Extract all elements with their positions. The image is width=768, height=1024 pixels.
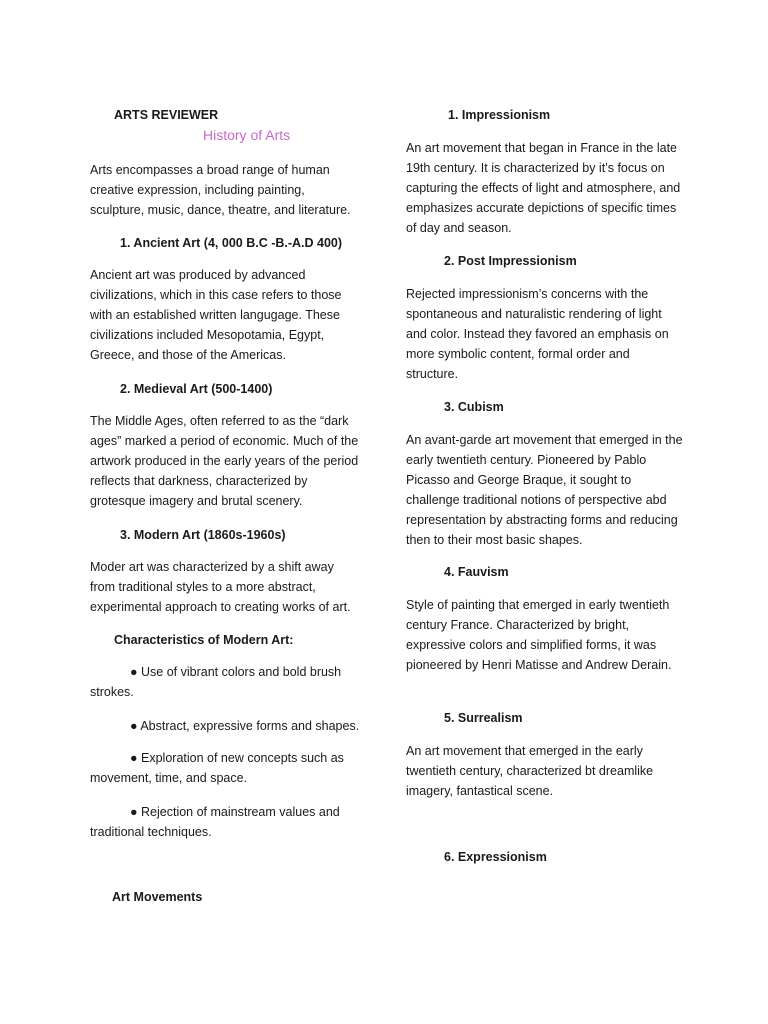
section-heading-modern-art: 3. Modern Art (1860s-1960s) [120, 528, 286, 542]
section-heading-cubism: 3. Cubism [444, 400, 504, 414]
section-text-impressionism: An art movement that began in France in the late 19th century. It is characterized by it’s focus on capturing the effects of light and atmosphere, and emphasizes accurate depictions of specific times of day and season. [406, 141, 681, 235]
intro-paragraph: Arts encompasses a broad range of human creative expression, including painting, sculpture, music, dance, theatre, and literature. [90, 163, 351, 217]
section-text-cubism: An avant-garde art movement that emerged in the early twentieth century. Pioneered by Pablo Picasso and George Braque, it sought to challenge traditional notions of perspective abd representation by abstracting forms and reducing then to their most basic shapes. [406, 433, 683, 547]
characteristics-heading: Characteristics of Modern Art: [114, 633, 294, 647]
document-subtitle: History of Arts [203, 127, 291, 143]
section-heading-medieval-art: 2. Medieval Art (500-1400) [120, 382, 273, 396]
section-text-post-impressionism: Rejected impressionism’s concerns with the spontaneous and naturalistic rendering of light and color. Instead they favored an emphasis on more symbolic content, formal order and structure. [406, 287, 669, 381]
document-title: ARTS REVIEWER [114, 108, 219, 122]
section-text-medieval-art: The Middle Ages, often referred to as the “dark ages” marked a period of economic. Much of the artwork produced in the early years of the period reflects that darkness, characterized by grotesque imagery and brutal scenery. [90, 414, 359, 508]
art-movements-heading: Art Movements [112, 890, 203, 904]
bullet-item: ● Use of vibrant colors and bold brush strokes. [90, 665, 342, 699]
section-text-fauvism: Style of painting that emerged in early twentieth century France. Characterized by bright, expressive colors and simplified forms, it was pioneered by Henri Matisse and Andrew Derain. [406, 598, 672, 672]
section-heading-ancient-art: 1. Ancient Art (4, 000 B.C -B.-A.D 400) [120, 236, 343, 250]
section-text-modern-art: Moder art was characterized by a shift away from traditional styles to a more abstract, experimental approach to creating works of art. [90, 560, 351, 614]
section-heading-expressionism: 6. Expressionism [444, 850, 547, 864]
bullet-item: ● Rejection of mainstream values and traditional techniques. [90, 805, 340, 839]
bullet-item: ● Exploration of new concepts such as movement, time, and space. [90, 751, 344, 785]
section-heading-post-impressionism: 2. Post Impressionism [444, 254, 577, 268]
section-heading-impressionism: 1. Impressionism [448, 108, 551, 122]
bullet-item: ● Abstract, expressive forms and shapes. [130, 719, 360, 733]
section-text-surrealism: An art movement that emerged in the early twentieth century, characterized bt dreamlike imagery, fantastical scene. [406, 744, 654, 798]
section-heading-surrealism: 5. Surrealism [444, 711, 523, 725]
section-text-ancient-art: Ancient art was produced by advanced civilizations, which in this case refers to those with an established written langugage. These civilizations included Mesopotamia, Egypt, Greece, and those of the Americas. [90, 268, 342, 362]
section-heading-fauvism: 4. Fauvism [444, 565, 509, 579]
